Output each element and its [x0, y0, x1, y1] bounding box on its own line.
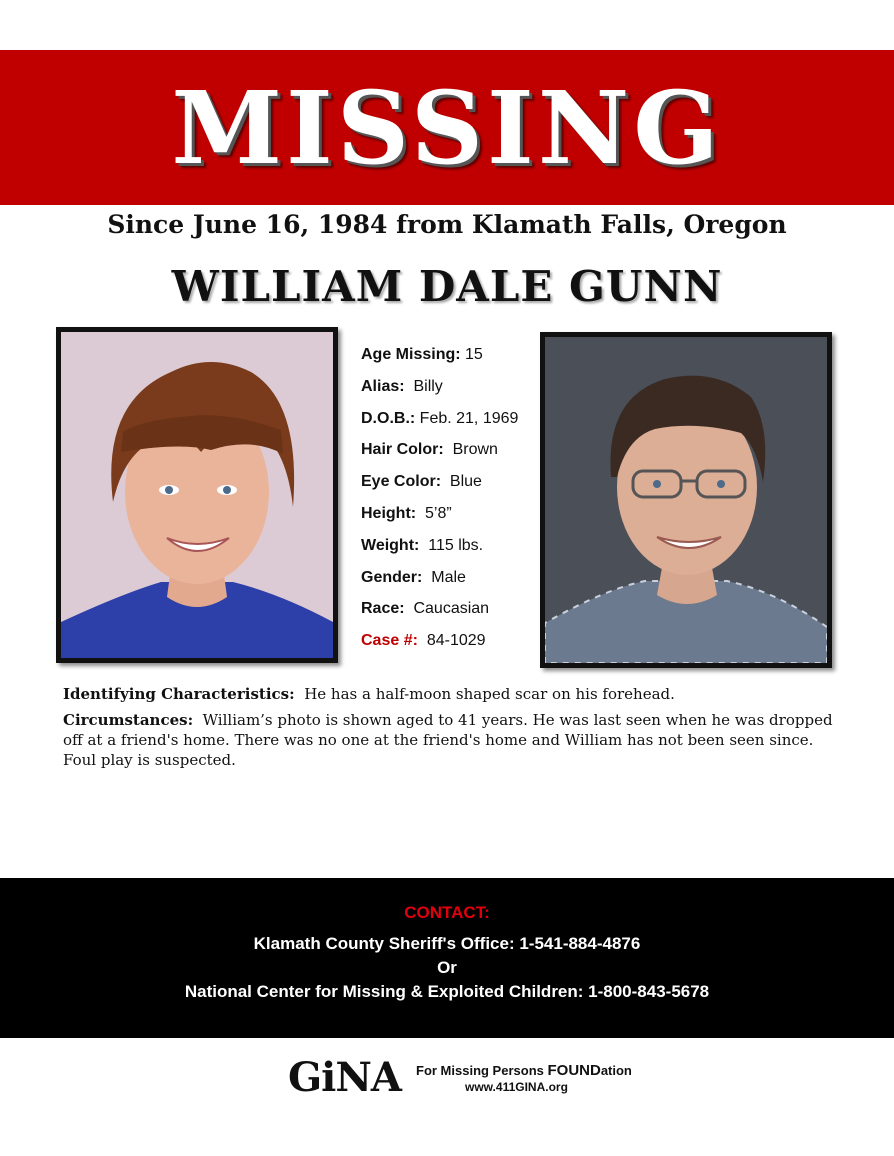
detail-label: D.O.B.:: [361, 409, 416, 427]
case-information: [63, 684, 833, 776]
detail-height: [361, 502, 541, 534]
gina-logo-mark: GiNA: [288, 1054, 401, 1101]
age-progressed-photo: [540, 332, 832, 668]
tagline-emphasis: FOUND: [547, 1062, 601, 1079]
missing-since: Since June 16, 1984 from Klamath Falls, Oregon: [107, 210, 787, 239]
detail-label: Eye Color:: [361, 473, 442, 491]
contact-sheriff: Klamath County Sheriff's Office: 1-541-884-4876: [253, 934, 641, 953]
age-progressed-portrait-image: [545, 337, 827, 663]
gina-tagline: [416, 1062, 632, 1079]
detail-value: Billy: [413, 377, 443, 395]
detail-case-number: [361, 629, 541, 661]
identifying-characteristics: [63, 684, 833, 704]
gina-url: www.411GINA.org: [465, 1080, 568, 1094]
detail-value: Brown: [452, 441, 498, 459]
person-name: WILLIAM DALE GUNN: [171, 262, 723, 311]
identifying-text: He has a half-moon shaped scar on his forehead.: [304, 685, 675, 703]
detail-eye-color: [361, 470, 541, 502]
detail-value: 84-1029: [426, 632, 486, 650]
tagline-prefix: For Missing Persons: [416, 1063, 548, 1078]
missing-banner: [0, 50, 894, 205]
detail-label: Race:: [361, 600, 405, 618]
childhood-portrait-image: [61, 332, 333, 658]
detail-label: Hair Color:: [361, 441, 444, 459]
detail-value: 115 lbs.: [428, 536, 484, 554]
detail-race: [361, 597, 541, 629]
detail-label: Case #:: [361, 632, 418, 650]
detail-alias: [361, 375, 541, 407]
detail-value: 5’8”: [425, 504, 452, 522]
detail-label: Height:: [361, 504, 417, 522]
detail-value: Caucasian: [413, 600, 490, 618]
circumstances-text: William’s photo is shown aged to 41 years. He was last seen when he was dropped off at a friend's home. There was no one at the friend's home and William has not been seen since. Foul play is suspected.: [63, 711, 833, 769]
detail-label: Alias:: [361, 377, 405, 395]
circumstances-label: Circumstances:: [63, 711, 194, 729]
contact-or: Or: [437, 958, 457, 977]
detail-value: Feb. 21, 1969: [419, 409, 519, 427]
detail-dob: [361, 407, 541, 439]
detail-label: Weight:: [361, 536, 420, 554]
contact-title: CONTACT:: [404, 903, 490, 922]
gina-logo: [288, 1055, 648, 1105]
childhood-photo: [56, 327, 338, 663]
contact-ncmec: National Center for Missing & Exploited Children: 1-800-843-5678: [184, 982, 710, 1001]
details-list: [361, 343, 541, 661]
detail-label: Gender:: [361, 568, 423, 586]
detail-value: Male: [431, 568, 466, 586]
detail-label: Age Missing:: [361, 346, 461, 363]
detail-age-missing: [361, 343, 541, 375]
detail-value: Blue: [449, 473, 482, 491]
circumstances: [63, 710, 833, 770]
detail-gender: [361, 566, 541, 598]
banner-title: MISSING: [171, 68, 723, 187]
detail-value: 15: [465, 346, 483, 363]
tagline-suffix: ation: [600, 1063, 632, 1078]
identifying-label: Identifying Characteristics:: [63, 685, 295, 703]
detail-weight: [361, 534, 541, 566]
detail-hair-color: [361, 438, 541, 470]
contact-section: [0, 878, 894, 1038]
